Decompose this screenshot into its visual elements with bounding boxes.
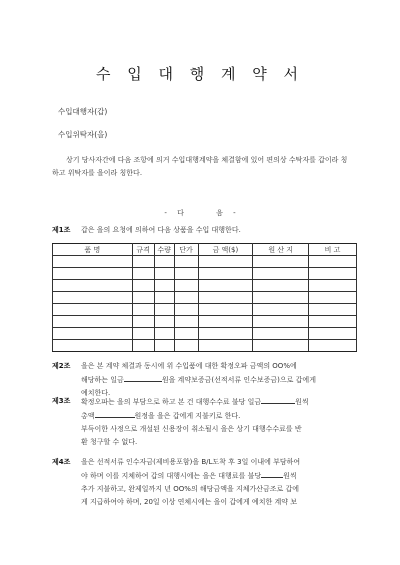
table-cell[interactable] — [198, 292, 253, 304]
article-line-part: 해당하는 일금 — [81, 376, 124, 384]
heading-dash-right: - — [233, 209, 236, 217]
table-cell[interactable] — [309, 328, 357, 340]
article-line — [81, 409, 354, 423]
table-cell[interactable] — [53, 316, 133, 328]
surcharge-blank-field[interactable] — [261, 469, 283, 478]
table-cell[interactable] — [132, 340, 154, 352]
article-number: 제2조 — [52, 362, 71, 370]
table-cell[interactable] — [309, 292, 357, 304]
article-line: 예치한다. — [81, 389, 111, 397]
total-blank-field[interactable] — [95, 409, 135, 418]
table-cell[interactable] — [53, 280, 133, 292]
article-line: 을은 선적서류 인수자금(제비용포함)을 B/L도착 후 3일 이내에 부담하여 — [81, 458, 301, 466]
table-cell[interactable] — [132, 292, 154, 304]
article-line-part: 확정오파는 을의 부담으로 하고 본 건 대행수수료 불당 일금 — [81, 398, 262, 406]
table-header-row — [53, 244, 357, 256]
article-line: 환 청구할 수 없다. — [81, 438, 138, 446]
table-cell[interactable] — [132, 328, 154, 340]
article-line: 게 지급하여야 하며, 20일 이상 연체시에는 을이 갑에게 예치한 계약 보 — [81, 498, 297, 506]
table-cell[interactable] — [309, 256, 357, 268]
table-cell[interactable] — [154, 328, 174, 340]
article-line: 갑은 을의 요청에 의하여 다음 상품을 수입 대행한다. — [81, 226, 241, 234]
table-cell[interactable] — [309, 304, 357, 316]
article-4 — [52, 456, 362, 536]
table-cell[interactable] — [174, 268, 198, 280]
table-row — [53, 340, 357, 352]
article-1 — [52, 224, 362, 238]
table-cell[interactable] — [132, 316, 154, 328]
table-cell[interactable] — [132, 304, 154, 316]
table-cell[interactable] — [198, 280, 253, 292]
article-text — [81, 456, 354, 509]
article-line-part: 야 하며 이를 지체하여 갑의 대행시에는 을은 대행료를 불당 — [81, 472, 262, 480]
table-cell[interactable] — [253, 256, 309, 268]
header-origin: 원 산 지 — [253, 244, 309, 256]
table-cell[interactable] — [174, 256, 198, 268]
table-cell[interactable] — [174, 340, 198, 352]
table-cell[interactable] — [132, 256, 154, 268]
table-cell[interactable] — [309, 340, 357, 352]
table-cell[interactable] — [174, 292, 198, 304]
goods-table — [52, 243, 357, 352]
table-cell[interactable] — [174, 316, 198, 328]
article-line-part: 총액 — [81, 412, 95, 420]
table-cell[interactable] — [53, 292, 133, 304]
table-cell[interactable] — [198, 304, 253, 316]
table-cell[interactable] — [198, 256, 253, 268]
article-2 — [52, 360, 362, 397]
table-cell[interactable] — [309, 280, 357, 292]
table-cell[interactable] — [53, 256, 133, 268]
article-line-part: 원정을 을은 갑에게 지불키로 한다. — [134, 412, 241, 420]
intro-paragraph: 상기 당사자간에 다음 조항에 의거 수입대행계약을 체결함에 있어 편의상 수탁자를 갑이라 칭하고 위탁자를 을이라 칭한다. — [52, 156, 348, 177]
table-cell[interactable] — [253, 280, 309, 292]
article-line-part: 원을 계약보증금(선적서류 인수보증금)으로 갑에게 — [161, 376, 316, 384]
table-cell[interactable] — [53, 340, 133, 352]
table-cell[interactable] — [174, 328, 198, 340]
table-cell[interactable] — [253, 340, 309, 352]
table-cell[interactable] — [309, 268, 357, 280]
table-cell[interactable] — [198, 316, 253, 328]
table-cell[interactable] — [154, 316, 174, 328]
table-cell[interactable] — [253, 328, 309, 340]
table-row — [53, 316, 357, 328]
document-title: 수 입 대 행 계 약 서 — [95, 65, 305, 83]
party-b-label: 수입위탁자(을) — [58, 130, 108, 139]
article-text — [81, 360, 354, 400]
header-item-name: 품 명 — [53, 244, 133, 256]
table-row — [53, 304, 357, 316]
heading-word-1: 다 — [177, 209, 184, 217]
header-remarks: 비 고 — [309, 244, 357, 256]
amount-blank-field[interactable] — [124, 373, 162, 382]
article-number: 제3조 — [52, 397, 71, 405]
article-text — [81, 395, 354, 449]
table-cell[interactable] — [309, 316, 357, 328]
section-heading — [0, 208, 400, 218]
table-cell[interactable] — [132, 280, 154, 292]
table-row — [53, 292, 357, 304]
table-cell[interactable] — [174, 304, 198, 316]
article-line — [81, 469, 354, 483]
fee-blank-field[interactable] — [261, 395, 295, 404]
article-line-part: 원씩 — [295, 398, 309, 406]
table-cell[interactable] — [198, 340, 253, 352]
table-row — [53, 328, 357, 340]
table-cell[interactable] — [198, 268, 253, 280]
table-cell[interactable] — [253, 268, 309, 280]
article-line — [81, 395, 354, 409]
table-cell[interactable] — [53, 304, 133, 316]
article-3 — [52, 395, 362, 447]
table-cell[interactable] — [253, 316, 309, 328]
header-amount: 금 액($) — [198, 244, 253, 256]
table-cell[interactable] — [53, 328, 133, 340]
article-line: 부득이한 사정으로 개설된 신용장이 취소될시 을은 상기 대행수수료를 반 — [81, 425, 302, 433]
table-cell[interactable] — [154, 340, 174, 352]
table-cell[interactable] — [253, 304, 309, 316]
heading-word-2: 음 — [216, 209, 223, 217]
table-cell[interactable] — [154, 292, 174, 304]
table-cell[interactable] — [154, 268, 174, 280]
table-cell[interactable] — [154, 280, 174, 292]
party-a-label: 수입대행자(갑) — [58, 107, 108, 116]
article-number: 제4조 — [52, 458, 71, 466]
article-line-part: 원씩 — [283, 472, 297, 480]
table-cell[interactable] — [154, 256, 174, 268]
table-cell[interactable] — [253, 292, 309, 304]
table-row — [53, 256, 357, 268]
article-line: 추가 지불하고, 완제일까지 년 OO%의 해당금액을 지체가산금조로 갑에 — [81, 485, 300, 493]
table-cell[interactable] — [154, 304, 174, 316]
article-text — [81, 224, 354, 237]
heading-dash-left: - — [164, 209, 167, 217]
table-cell[interactable] — [53, 268, 133, 280]
table-cell[interactable] — [198, 328, 253, 340]
article-line: 을은 본 계약 체결과 동시에 위 수입품에 대한 확정오파 금액의 OO%에 — [81, 362, 297, 370]
table-row — [53, 268, 357, 280]
article-number: 제1조 — [52, 226, 71, 234]
table-row — [53, 280, 357, 292]
header-quantity: 수량 — [154, 244, 174, 256]
article-line — [81, 373, 354, 387]
table-cell[interactable] — [174, 280, 198, 292]
header-spec: 규격 — [132, 244, 154, 256]
header-unit-price: 단가 — [174, 244, 198, 256]
table-cell[interactable] — [132, 268, 154, 280]
